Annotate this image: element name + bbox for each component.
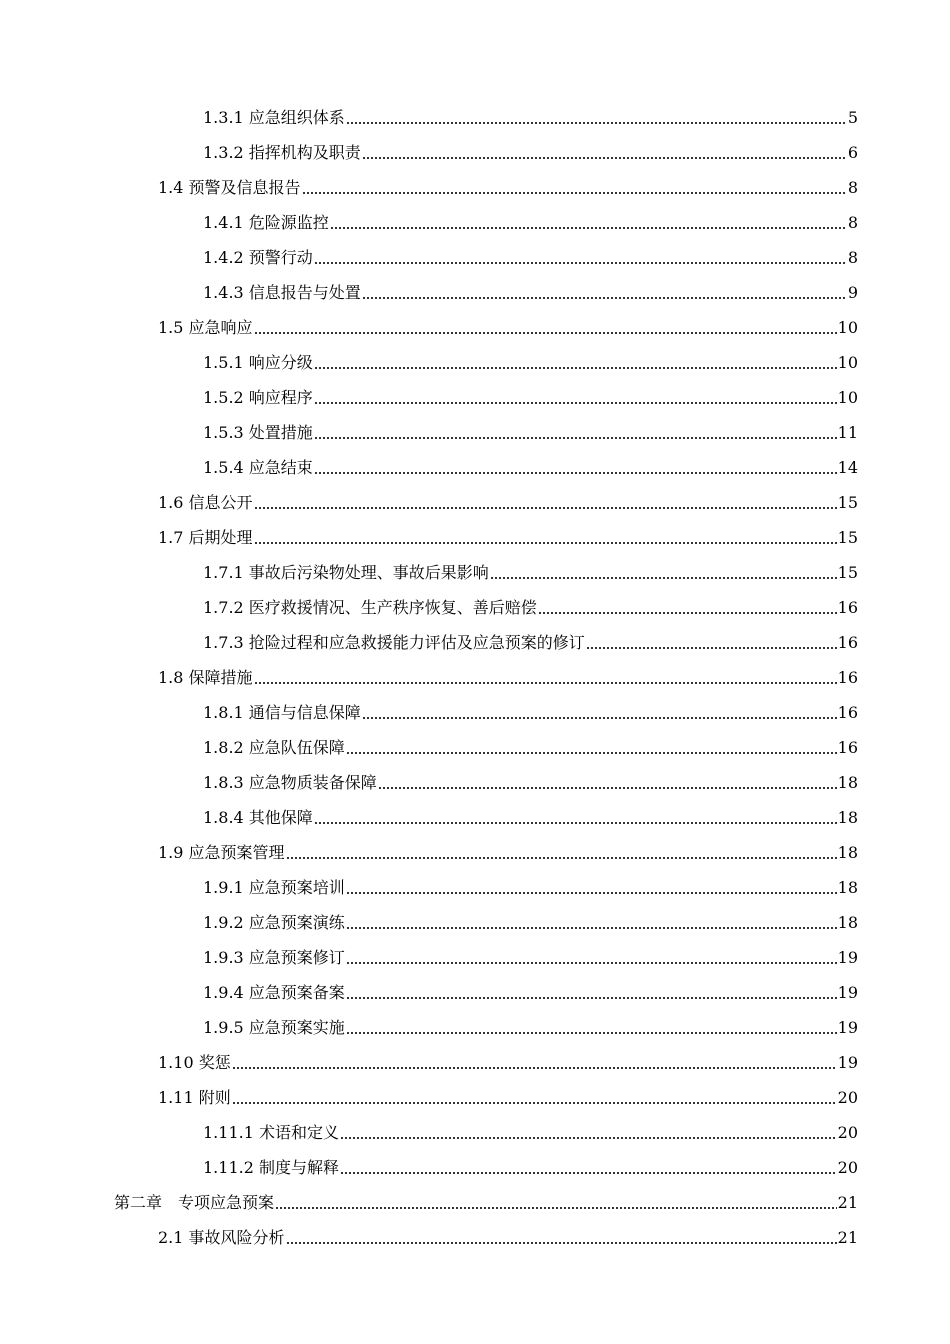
toc-dot-leader	[346, 1018, 837, 1038]
toc-entry[interactable]	[0, 205, 950, 240]
toc-dot-leader	[340, 1158, 837, 1178]
toc-entry-label: 1.4.2 预警行动	[203, 247, 313, 267]
toc-entry-page-number: 10	[837, 387, 858, 407]
toc-entry-page-number: 20	[837, 1087, 858, 1107]
toc-entry-label: 1.7.1 事故后污染物处理、事故后果影响	[203, 562, 489, 582]
toc-dot-leader	[254, 493, 837, 513]
toc-entry-label: 1.9.2 应急预案演练	[203, 912, 345, 932]
toc-dot-leader	[586, 633, 837, 653]
toc-entry-label: 1.3.1 应急组织体系	[203, 107, 345, 127]
toc-dot-leader	[346, 983, 837, 1003]
toc-entry-label: 1.3.2 指挥机构及职责	[203, 142, 361, 162]
toc-dot-leader	[538, 598, 837, 618]
toc-dot-leader	[490, 563, 837, 583]
toc-dot-leader	[340, 1123, 837, 1143]
toc-entry-label: 1.11.1 术语和定义	[203, 1122, 339, 1142]
toc-dot-leader	[275, 1193, 837, 1213]
toc-entry-page-number: 19	[837, 1017, 858, 1037]
toc-entry-label: 1.8 保障措施	[158, 667, 253, 687]
toc-entry-page-number: 8	[847, 212, 858, 232]
toc-entry-label: 1.8.2 应急队伍保障	[203, 737, 345, 757]
toc-entry-page-number: 18	[837, 772, 858, 792]
toc-entry-page-number: 10	[837, 317, 858, 337]
toc-entry-label: 1.6 信息公开	[158, 492, 253, 512]
toc-entry-label: 1.8.3 应急物质装备保障	[203, 772, 377, 792]
toc-entry[interactable]	[0, 765, 950, 800]
toc-entry-page-number: 11	[837, 422, 858, 442]
toc-dot-leader	[314, 388, 837, 408]
toc-entry-label: 1.7 后期处理	[158, 527, 253, 547]
toc-entry[interactable]	[0, 835, 950, 870]
toc-dot-leader	[346, 913, 837, 933]
toc-entry-page-number: 16	[837, 632, 858, 652]
toc-entry[interactable]	[0, 1045, 950, 1080]
toc-entry-page-number: 18	[837, 807, 858, 827]
toc-entry-page-number: 8	[847, 247, 858, 267]
toc-entry[interactable]	[0, 800, 950, 835]
toc-dot-leader	[232, 1053, 837, 1073]
toc-entry-page-number: 20	[837, 1157, 858, 1177]
toc-entry[interactable]	[0, 485, 950, 520]
toc-entry-page-number: 10	[837, 352, 858, 372]
toc-entry-label: 1.10 奖惩	[158, 1052, 231, 1072]
toc-entry-page-number: 5	[847, 107, 858, 127]
toc-entry[interactable]	[0, 730, 950, 765]
toc-entry-label: 第二章 专项应急预案	[114, 1192, 275, 1212]
toc-entry-page-number: 6	[847, 142, 858, 162]
toc-entry[interactable]	[0, 1150, 950, 1185]
toc-dot-leader	[362, 703, 837, 723]
toc-entry-label: 1.5 应急响应	[158, 317, 253, 337]
toc-entry-page-number: 16	[837, 667, 858, 687]
toc-entry-label: 1.5.1 响应分级	[203, 352, 313, 372]
toc-entry[interactable]	[0, 450, 950, 485]
toc-entry[interactable]	[0, 1080, 950, 1115]
toc-entry-label: 1.9.1 应急预案培训	[203, 877, 345, 897]
toc-entry-label: 1.11 附则	[158, 1087, 231, 1107]
toc-dot-leader	[362, 283, 847, 303]
table-of-contents	[0, 100, 950, 1255]
toc-entry[interactable]	[0, 415, 950, 450]
toc-entry-page-number: 18	[837, 877, 858, 897]
toc-entry-page-number: 20	[837, 1122, 858, 1142]
toc-entry[interactable]	[0, 380, 950, 415]
toc-entry-page-number: 15	[837, 527, 858, 547]
toc-entry-page-number: 9	[847, 282, 858, 302]
toc-entry-label: 1.4.3 信息报告与处置	[203, 282, 361, 302]
toc-entry[interactable]	[0, 1010, 950, 1045]
toc-entry-page-number: 8	[847, 177, 858, 197]
toc-dot-leader	[314, 423, 837, 443]
toc-dot-leader	[346, 948, 837, 968]
toc-entry-label: 1.5.3 处置措施	[203, 422, 313, 442]
toc-entry-label: 1.5.4 应急结束	[203, 457, 313, 477]
toc-entry[interactable]	[0, 695, 950, 730]
toc-dot-leader	[254, 318, 837, 338]
toc-entry-page-number: 19	[837, 982, 858, 1002]
toc-dot-leader	[314, 458, 837, 478]
toc-entry-label: 1.9.3 应急预案修订	[203, 947, 345, 967]
toc-entry-label: 1.7.3 抢险过程和应急救援能力评估及应急预案的修订	[203, 632, 585, 652]
toc-entry-page-number: 19	[837, 947, 858, 967]
toc-entry[interactable]	[0, 240, 950, 275]
toc-entry-page-number: 21	[837, 1227, 858, 1247]
toc-entry-page-number: 21	[837, 1192, 858, 1212]
toc-entry-page-number: 19	[837, 1052, 858, 1072]
toc-dot-leader	[346, 738, 837, 758]
toc-entry-label: 1.9 应急预案管理	[158, 842, 285, 862]
toc-entry-label: 1.11.2 制度与解释	[203, 1157, 339, 1177]
toc-entry[interactable]	[0, 135, 950, 170]
toc-dot-leader	[314, 353, 837, 373]
toc-entry-label: 1.9.4 应急预案备案	[203, 982, 345, 1002]
toc-dot-leader	[330, 213, 847, 233]
toc-entry[interactable]	[0, 310, 950, 345]
toc-dot-leader	[314, 248, 847, 268]
toc-entry-label: 1.7.2 医疗救援情况、生产秩序恢复、善后赔偿	[203, 597, 537, 617]
toc-entry-page-number: 18	[837, 912, 858, 932]
toc-entry-label: 2.1 事故风险分析	[158, 1227, 285, 1247]
toc-entry[interactable]	[0, 625, 950, 660]
toc-dot-leader	[254, 668, 837, 688]
toc-dot-leader	[346, 878, 837, 898]
toc-dot-leader	[346, 108, 847, 128]
toc-entry[interactable]	[0, 345, 950, 380]
toc-entry-label: 1.5.2 响应程序	[203, 387, 313, 407]
toc-entry-label: 1.8.1 通信与信息保障	[203, 702, 361, 722]
toc-entry[interactable]	[0, 975, 950, 1010]
toc-entry-page-number: 15	[837, 562, 858, 582]
toc-entry[interactable]	[0, 275, 950, 310]
toc-entry-page-number: 16	[837, 737, 858, 757]
toc-entry-page-number: 18	[837, 842, 858, 862]
toc-entry[interactable]	[0, 870, 950, 905]
toc-entry[interactable]	[0, 590, 950, 625]
toc-dot-leader	[302, 178, 847, 198]
toc-entry[interactable]	[0, 555, 950, 590]
toc-dot-leader	[314, 808, 837, 828]
toc-dot-leader	[254, 528, 837, 548]
toc-entry[interactable]	[0, 940, 950, 975]
toc-dot-leader	[286, 1228, 837, 1248]
toc-dot-leader	[286, 843, 837, 863]
toc-entry-page-number: 14	[837, 457, 858, 477]
toc-entry[interactable]	[0, 1185, 950, 1220]
toc-entry-label: 1.4 预警及信息报告	[158, 177, 301, 197]
toc-entry-label: 1.4.1 危险源监控	[203, 212, 329, 232]
toc-entry[interactable]	[0, 520, 950, 555]
toc-entry-page-number: 16	[837, 702, 858, 722]
toc-dot-leader	[378, 773, 837, 793]
toc-entry[interactable]	[0, 1220, 950, 1255]
toc-entry[interactable]	[0, 1115, 950, 1150]
toc-entry[interactable]	[0, 905, 950, 940]
toc-entry-page-number: 15	[837, 492, 858, 512]
toc-entry[interactable]	[0, 660, 950, 695]
toc-entry[interactable]	[0, 100, 950, 135]
toc-entry-label: 1.8.4 其他保障	[203, 807, 313, 827]
toc-entry-page-number: 16	[837, 597, 858, 617]
toc-dot-leader	[232, 1088, 837, 1108]
toc-dot-leader	[362, 143, 847, 163]
toc-entry[interactable]	[0, 170, 950, 205]
toc-entry-label: 1.9.5 应急预案实施	[203, 1017, 345, 1037]
